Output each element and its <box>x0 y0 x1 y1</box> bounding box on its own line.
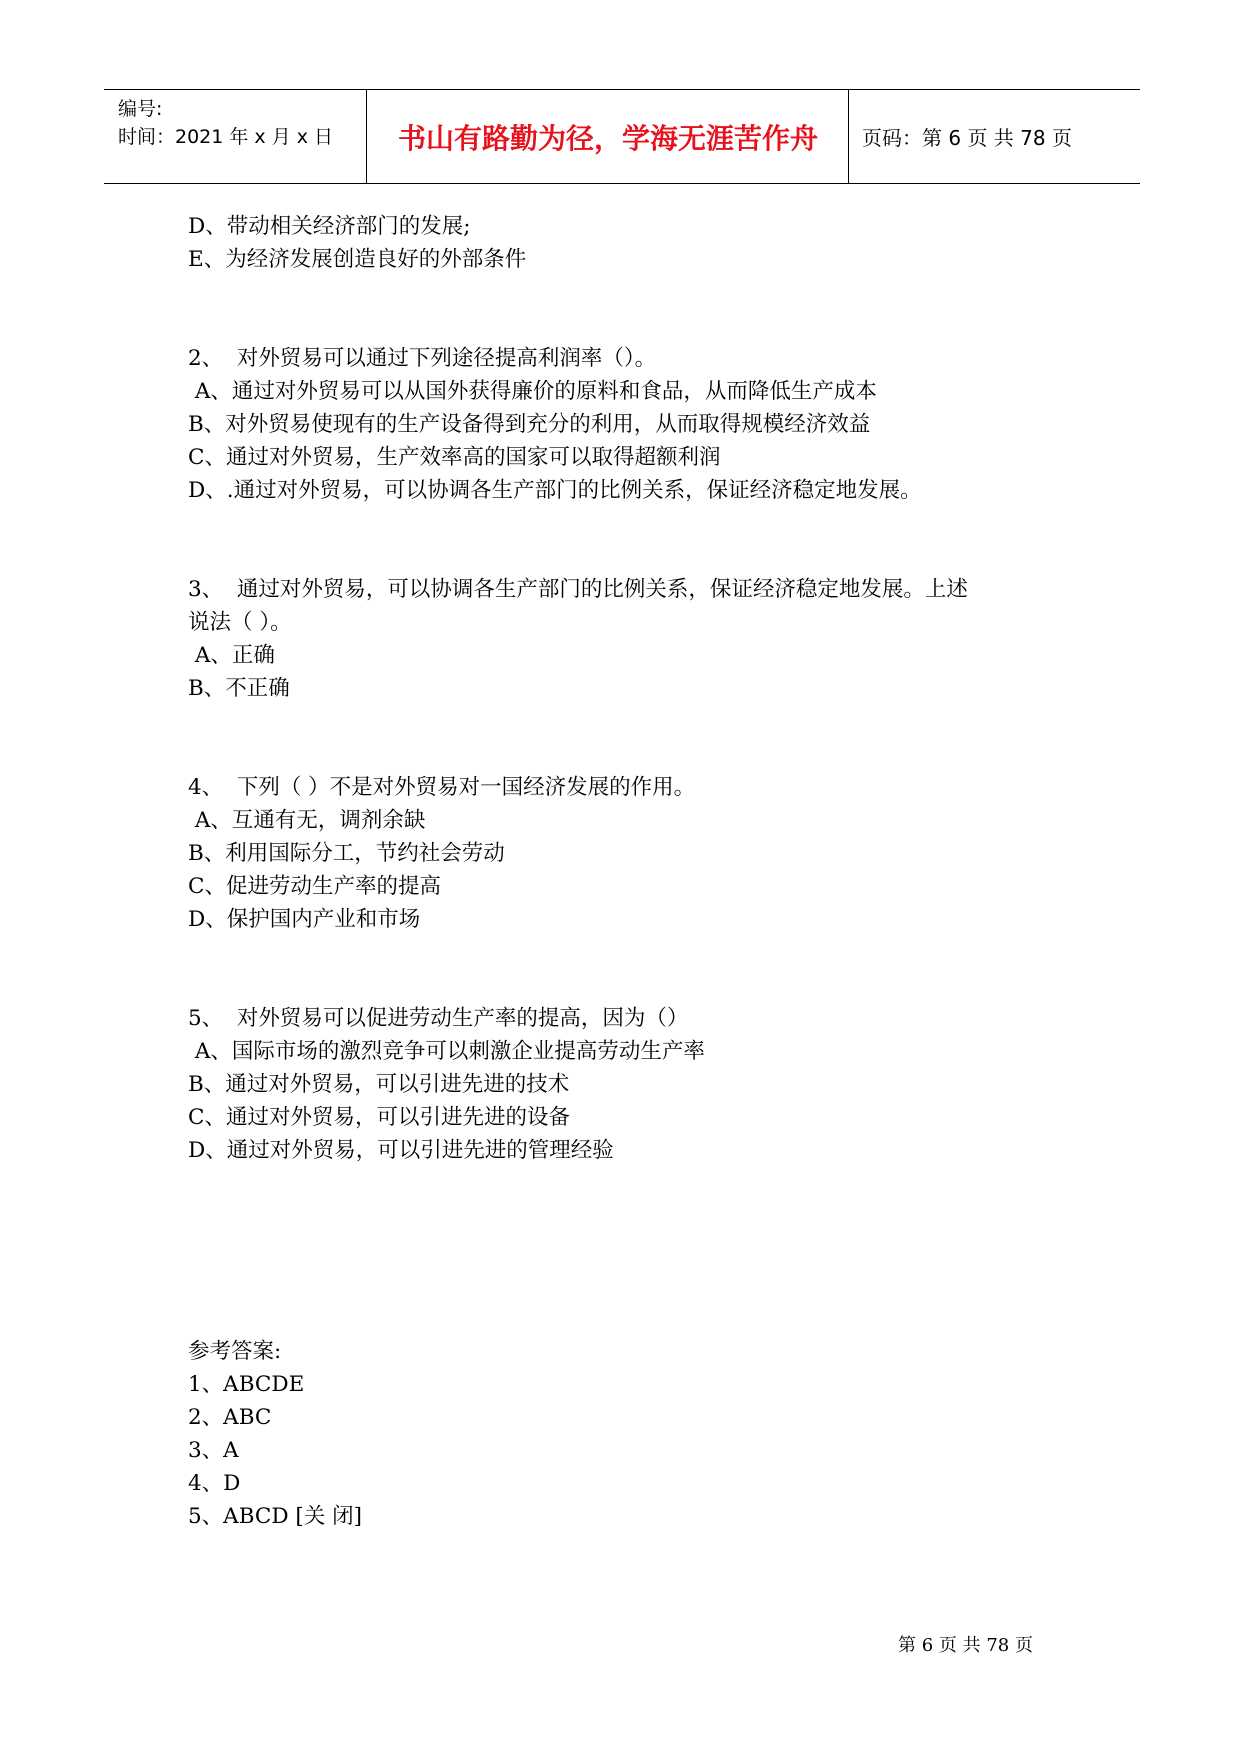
answer-item: 3、A <box>188 1438 239 1463</box>
question-2-stem: 2、 对外贸易可以通过下列途径提高利润率（）。 <box>188 346 657 371</box>
answer-item: 2、ABC <box>188 1405 272 1430</box>
option-line: B、通过对外贸易，可以引进先进的技术 <box>188 1072 570 1097</box>
page-header <box>104 89 1140 184</box>
question-3-stem: 3、 通过对外贸易，可以协调各生产部门的比例关系，保证经济稳定地发展。上述 <box>188 577 968 602</box>
question-4-stem: 4、 下列（ ）不是对外贸易对一国经济发展的作用。 <box>188 775 696 800</box>
time-label: 时间：2021 年 x 月 x 日 <box>118 126 334 148</box>
option-line: A、通过对外贸易可以从国外获得廉价的原料和食品，从而降低生产成本 <box>188 379 877 404</box>
number-label: 编号: <box>118 98 163 120</box>
spacer <box>188 507 1088 573</box>
option-line: B、利用国际分工，节约社会劳动 <box>188 841 505 866</box>
answer-item-close[interactable]: 5、ABCD [关 闭] <box>188 1504 363 1529</box>
option-line: D、带动相关经济部门的发展; <box>188 214 471 239</box>
option-line: D、通过对外贸易，可以引进先进的管理经验 <box>188 1138 614 1163</box>
option-line: E、为经济发展创造良好的外部条件 <box>188 247 527 272</box>
answer-item: 4、D <box>188 1471 241 1496</box>
document-body <box>188 210 1088 1533</box>
question-3-stem-cont: 说法（ ）。 <box>188 610 292 635</box>
option-line: C、通过对外贸易，生产效率高的国家可以取得超额利润 <box>188 445 721 470</box>
option-line: A、国际市场的激烈竞争可以刺激企业提高劳动生产率 <box>188 1039 705 1064</box>
answers-title: 参考答案: <box>188 1339 282 1364</box>
option-line: D、.通过对外贸易，可以协调各生产部门的比例关系，保证经济稳定地发展。 <box>188 478 922 503</box>
option-line: A、正确 <box>188 643 275 668</box>
question-5-stem: 5、 对外贸易可以促进劳动生产率的提高，因为（） <box>188 1006 689 1031</box>
header-motto: 书山有路勤为径，学海无涯苦作舟 <box>368 90 849 183</box>
header-meta-cell <box>104 90 367 183</box>
option-line: D、保护国内产业和市场 <box>188 907 421 932</box>
option-line: A、互通有无，调剂余缺 <box>188 808 426 833</box>
option-line: C、通过对外贸易，可以引进先进的设备 <box>188 1105 570 1130</box>
spacer <box>188 705 1088 771</box>
answer-item: 1、ABCDE <box>188 1372 305 1397</box>
option-line: C、促进劳动生产率的提高 <box>188 874 441 899</box>
spacer <box>188 276 1088 342</box>
option-line: B、对外贸易使现有的生产设备得到充分的利用，从而取得规模经济效益 <box>188 412 871 437</box>
spacer <box>188 1167 1088 1335</box>
option-line: B、不正确 <box>188 676 290 701</box>
header-page-code: 页码：第 6 页 共 78 页 <box>862 126 1072 150</box>
spacer <box>188 936 1088 1002</box>
page-footer: 第 6 页 共 78 页 <box>898 1635 1033 1656</box>
